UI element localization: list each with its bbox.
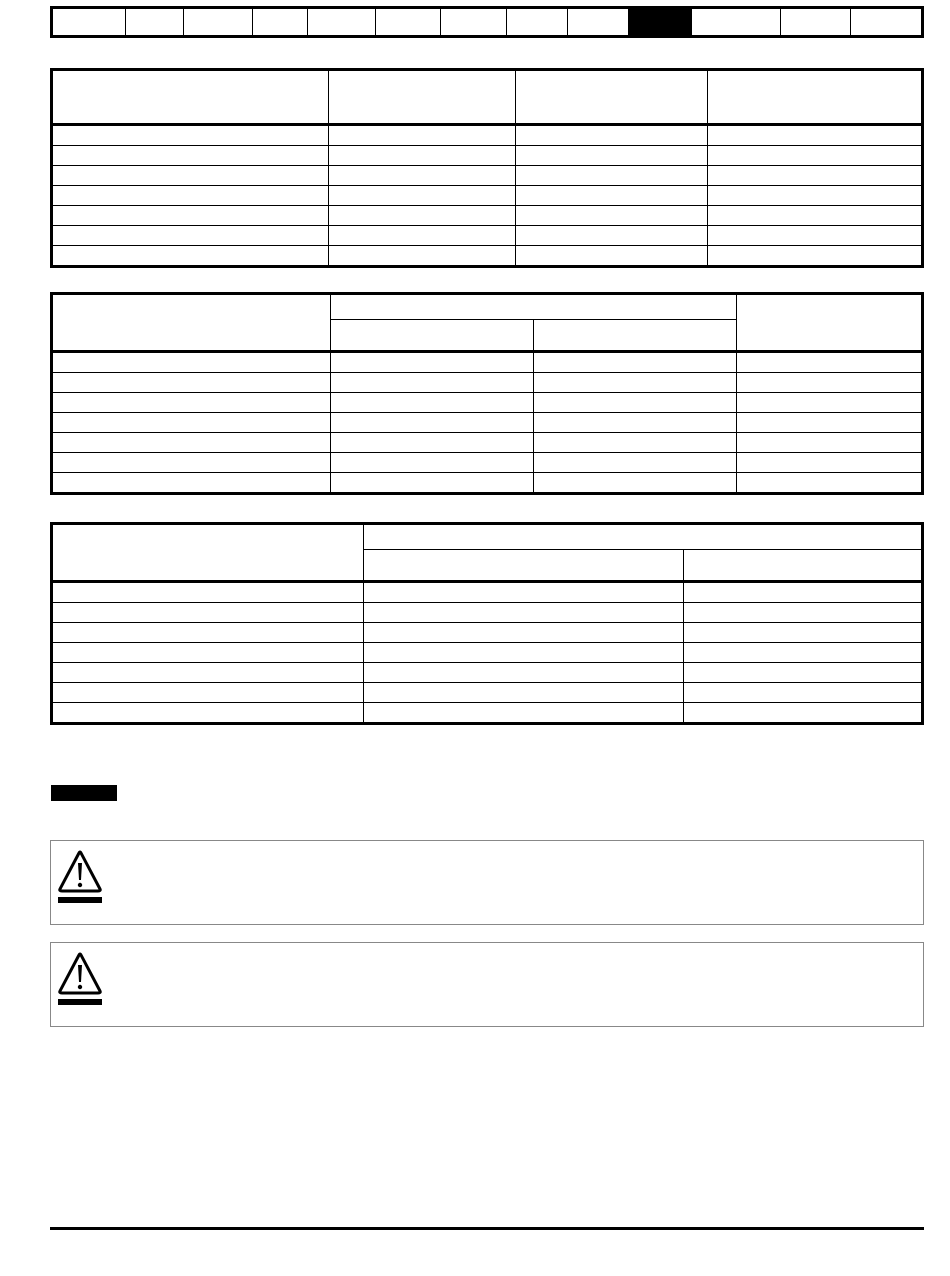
table-row (52, 703, 923, 724)
table-cell (329, 125, 516, 146)
table-cell (708, 186, 923, 206)
table-cell (684, 603, 923, 623)
table-cell (331, 433, 534, 453)
table-cell (516, 186, 708, 206)
table-cell (684, 582, 923, 603)
table-row (52, 226, 923, 246)
table-row (52, 603, 923, 623)
table-row (52, 413, 923, 433)
column-header (364, 550, 684, 582)
table-cell (516, 226, 708, 246)
nav-cell[interactable] (184, 9, 253, 35)
table-cell (52, 603, 364, 623)
column-group-header (331, 294, 737, 320)
table-cell (52, 246, 329, 267)
table-cell (708, 125, 923, 146)
table-cell (329, 166, 516, 186)
table-cell (708, 146, 923, 166)
column-header (52, 70, 329, 125)
table-cell (708, 246, 923, 267)
warning-box (50, 942, 924, 1027)
column-header (534, 320, 737, 352)
table-cell (329, 246, 516, 267)
column-header (329, 70, 516, 125)
table-cell (331, 393, 534, 413)
nav-cell[interactable] (126, 9, 184, 35)
table-cell (364, 683, 684, 703)
table-cell (516, 146, 708, 166)
table-cell (737, 413, 923, 433)
table-cell (516, 125, 708, 146)
column-header (331, 320, 534, 352)
table-cell (737, 433, 923, 453)
table-cell (52, 582, 364, 603)
table-cell (329, 146, 516, 166)
table-cell (684, 683, 923, 703)
table-cell (52, 373, 331, 393)
table-cell (516, 206, 708, 226)
table-cell (52, 643, 364, 663)
table-cell (364, 703, 684, 724)
table-cell (708, 206, 923, 226)
table-cell (737, 453, 923, 473)
data-table-3 (50, 522, 924, 725)
table-cell (52, 473, 331, 494)
table-cell (534, 352, 737, 373)
table-cell (52, 226, 329, 246)
table-cell (329, 186, 516, 206)
nav-cell[interactable] (692, 9, 781, 35)
table-row (52, 643, 923, 663)
table-cell (364, 663, 684, 683)
table-cell (534, 393, 737, 413)
table-cell (329, 206, 516, 226)
table-row (52, 623, 923, 643)
table-cell (52, 453, 331, 473)
table-row (52, 373, 923, 393)
table-cell (52, 433, 331, 453)
warning-triangle-icon (56, 951, 104, 1009)
table-cell (364, 582, 684, 603)
column-header (52, 524, 364, 582)
note-label-block (51, 785, 117, 801)
warning-triangle-icon (56, 849, 104, 907)
table-cell (516, 166, 708, 186)
table-cell (52, 703, 364, 724)
table-row (52, 352, 923, 373)
column-header (684, 550, 923, 582)
table-cell (364, 603, 684, 623)
table-row (52, 683, 923, 703)
table-cell (534, 373, 737, 393)
table-cell (534, 453, 737, 473)
table-cell (331, 373, 534, 393)
table-cell (331, 352, 534, 373)
table-cell (52, 206, 329, 226)
nav-cell[interactable] (441, 9, 507, 35)
nav-cell[interactable] (507, 9, 568, 35)
nav-cell[interactable] (376, 9, 441, 35)
table-cell (534, 433, 737, 453)
table-row (52, 453, 923, 473)
table-cell (516, 246, 708, 267)
table-row (52, 246, 923, 267)
column-header (737, 294, 923, 352)
table-cell (708, 226, 923, 246)
footer-rule (50, 1227, 924, 1230)
table-cell (52, 413, 331, 433)
table-cell (737, 473, 923, 494)
data-table-1 (50, 68, 924, 268)
table-cell (52, 146, 329, 166)
nav-cell-active[interactable] (629, 9, 692, 35)
table-cell (329, 226, 516, 246)
table-cell (534, 413, 737, 433)
table-row (52, 166, 923, 186)
nav-cell[interactable] (308, 9, 376, 35)
table-cell (364, 623, 684, 643)
nav-cell[interactable] (53, 9, 126, 35)
table-cell (52, 663, 364, 683)
table-cell (737, 393, 923, 413)
table-cell (52, 683, 364, 703)
table-row (52, 393, 923, 413)
table-cell (331, 413, 534, 433)
nav-cell[interactable] (851, 9, 921, 35)
table-cell (52, 125, 329, 146)
column-header (516, 70, 708, 125)
table-row (52, 146, 923, 166)
table-row (52, 433, 923, 453)
table-row (52, 125, 923, 146)
table-cell (52, 186, 329, 206)
table-cell (684, 663, 923, 683)
table-cell (52, 393, 331, 413)
table-cell (534, 473, 737, 494)
table-row (52, 663, 923, 683)
table-cell (684, 643, 923, 663)
table-cell (737, 373, 923, 393)
table-cell (52, 623, 364, 643)
column-header (52, 294, 331, 352)
table-cell (737, 352, 923, 373)
table-row (52, 186, 923, 206)
table-cell (684, 703, 923, 724)
nav-cell[interactable] (253, 9, 308, 35)
table-cell (331, 473, 534, 494)
column-group-header (364, 524, 923, 550)
data-table-2 (50, 292, 924, 495)
table-row (52, 473, 923, 494)
chapter-nav (50, 6, 924, 38)
table-cell (684, 623, 923, 643)
nav-cell[interactable] (568, 9, 629, 35)
table-row (52, 206, 923, 226)
column-header (708, 70, 923, 125)
table-cell (331, 453, 534, 473)
table-cell (52, 166, 329, 186)
warning-box (50, 840, 924, 925)
table-cell (708, 166, 923, 186)
table-cell (52, 352, 331, 373)
table-row (52, 582, 923, 603)
table-cell (364, 643, 684, 663)
nav-cell[interactable] (781, 9, 851, 35)
